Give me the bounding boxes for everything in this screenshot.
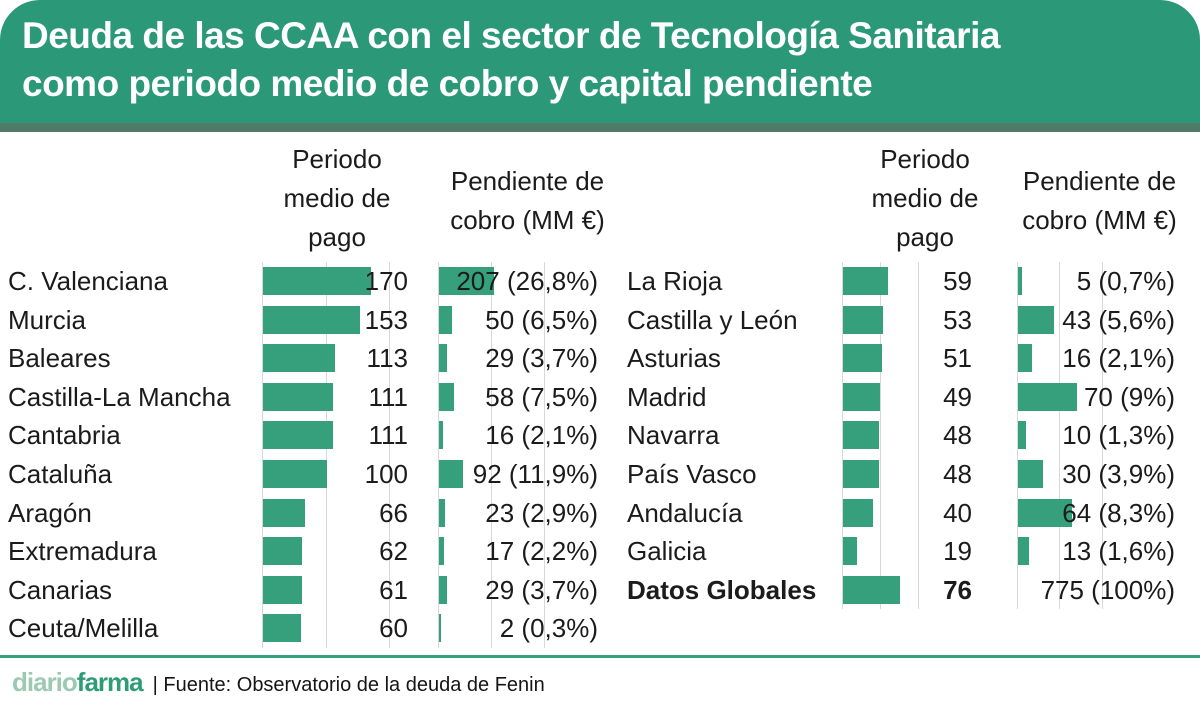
pmp-value: 62 [379, 536, 408, 567]
pmp-bar-cell [842, 262, 974, 301]
source-text: | Fuente: Observatorio de la deuda de Fenin [152, 674, 545, 696]
pmp-bar [843, 499, 873, 527]
pmp-bar-cell [262, 609, 410, 648]
pendiente-value: 43 (5,6%) [1062, 304, 1175, 335]
pmp-bar [263, 460, 327, 488]
pmp-bar-cell [262, 494, 410, 533]
pendiente-bar [1018, 537, 1029, 565]
pmp-value: 76 [943, 574, 972, 605]
region-label: Extremadura [8, 536, 157, 567]
pmp-value: 40 [943, 497, 972, 528]
pendiente-bar [439, 499, 445, 527]
pmp-bar [843, 267, 888, 295]
column-header-pmp-right: Periodo medio de pago [871, 144, 979, 252]
pmp-bar-cell [842, 378, 974, 417]
pmp-bar-cell [842, 301, 974, 340]
region-label: Aragón [8, 497, 92, 528]
pendiente-value: 16 (2,1%) [485, 420, 598, 451]
region-label-column [8, 262, 260, 648]
pendiente-value: 92 (11,9%) [472, 458, 598, 489]
pendiente-bar-cell [1017, 494, 1177, 533]
pendiente-bar [439, 614, 441, 642]
region-label: Ceuta/Melilla [8, 613, 159, 644]
pmp-value: 61 [379, 574, 408, 605]
pmp-bar [843, 383, 880, 411]
pendiente-bar-cell [438, 262, 600, 301]
pmp-value: 53 [943, 304, 972, 335]
pmp-bar-cell [262, 262, 410, 301]
region-label: Cataluña [8, 458, 113, 489]
pmp-bar-cell [262, 455, 410, 494]
pmp-value: 111 [368, 420, 408, 451]
pmp-bar-column [842, 262, 974, 609]
pmp-bar-cell [842, 455, 974, 494]
pendiente-bar [439, 383, 454, 411]
region-label: Galicia [627, 536, 707, 567]
pmp-value: 49 [943, 381, 972, 412]
pmp-bar [843, 576, 900, 604]
pendiente-value: 16 (2,1%) [1062, 343, 1175, 374]
pmp-bar-column [262, 262, 410, 648]
pmp-value: 19 [943, 536, 972, 567]
pendiente-bar [439, 460, 463, 488]
region-label: Madrid [627, 381, 707, 412]
pmp-value: 113 [366, 343, 408, 374]
pendiente-value: 70 (9%) [1083, 381, 1175, 412]
pmp-bar [263, 576, 302, 604]
pendiente-bar-cell [1017, 416, 1177, 455]
pendiente-bar-column [1017, 262, 1177, 609]
logo-diario: diario [12, 667, 77, 697]
pmp-value: 60 [379, 613, 408, 644]
pendiente-bar-cell [1017, 262, 1177, 301]
pmp-value: 170 [364, 266, 408, 296]
pmp-bar-cell [842, 494, 974, 533]
pendiente-bar-cell [438, 378, 600, 417]
pmp-bar [263, 306, 360, 334]
pmp-bar [263, 421, 333, 449]
pendiente-bar [439, 576, 447, 604]
pendiente-bar-cell [1017, 378, 1177, 417]
pendiente-bar-cell [1017, 301, 1177, 340]
pendiente-bar-cell [438, 455, 600, 494]
banner-bottom-stripe [0, 123, 1200, 132]
region-label: País Vasco [627, 458, 757, 489]
pendiente-bar [1018, 460, 1043, 488]
pendiente-bar-cell [438, 301, 600, 340]
diariofarma-logo [12, 667, 143, 698]
pmp-bar [263, 267, 371, 295]
pendiente-bar-column [438, 262, 600, 648]
region-label: Murcia [8, 304, 87, 335]
pendiente-value: 30 (3,9%) [1062, 458, 1175, 489]
pmp-bar [843, 344, 882, 372]
region-label: Asturias [627, 343, 721, 374]
pmp-value: 111 [368, 381, 408, 412]
pendiente-bar [1018, 344, 1032, 372]
region-label: Canarias [8, 574, 113, 605]
pmp-bar [263, 344, 335, 372]
title-line-2: como periodo medio de cobro y capital pendiente [22, 63, 873, 104]
pendiente-value: 64 (8,3%) [1062, 497, 1175, 528]
pendiente-bar-cell [438, 339, 600, 378]
title-line-1: Deuda de las CCAA con el sector de Tecnología Sanitaria [22, 15, 1000, 56]
pmp-bar-cell [842, 416, 974, 455]
region-label: La Rioja [627, 266, 723, 296]
region-label: C. Valenciana [8, 266, 168, 296]
region-label-column [627, 262, 840, 609]
pmp-bar-cell [262, 301, 410, 340]
column-header-pmp-left: Periodo medio de pago [283, 144, 391, 252]
region-label: Cantabria [8, 420, 121, 451]
pendiente-bar [1018, 306, 1054, 334]
pendiente-bar-cell [438, 609, 600, 648]
pmp-bar-cell [842, 571, 974, 610]
pmp-value: 153 [364, 304, 408, 335]
pmp-bar-cell [262, 571, 410, 610]
pendiente-bar-cell [438, 532, 600, 571]
pmp-bar [263, 537, 302, 565]
pendiente-bar-cell [438, 494, 600, 533]
pendiente-value: 50 (6,5%) [485, 304, 598, 335]
pendiente-value: 29 (3,7%) [485, 343, 598, 374]
pmp-value: 100 [364, 458, 408, 489]
column-header-pendiente-right: Pendiente de cobro (MM €) [1022, 166, 1177, 235]
pendiente-bar [1018, 267, 1022, 295]
region-label: Baleares [8, 343, 111, 374]
pendiente-bar [439, 344, 447, 372]
pmp-bar-cell [262, 339, 410, 378]
pmp-bar [263, 614, 301, 642]
chart-area [0, 132, 1200, 648]
pmp-bar [263, 499, 305, 527]
pmp-bar [843, 306, 883, 334]
pendiente-value: 23 (2,9%) [485, 497, 598, 528]
logo-farma: farma [76, 667, 143, 697]
pendiente-value: 775 (100%) [1040, 574, 1175, 605]
pmp-value: 51 [943, 343, 972, 374]
title-banner [0, 0, 1200, 123]
pendiente-bar-cell [1017, 455, 1177, 494]
pendiente-bar-cell [1017, 571, 1177, 610]
pmp-bar-cell [842, 339, 974, 378]
pmp-value: 59 [943, 266, 972, 296]
pendiente-bar [439, 306, 452, 334]
footer [0, 658, 1200, 698]
pmp-value: 48 [943, 458, 972, 489]
pmp-bar [843, 460, 879, 488]
pendiente-bar [1018, 383, 1077, 411]
pendiente-bar-cell [438, 416, 600, 455]
region-label: Navarra [627, 420, 720, 451]
pendiente-bar [439, 421, 443, 449]
pendiente-bar [439, 537, 444, 565]
pmp-bar-cell [262, 416, 410, 455]
pendiente-bar-cell [1017, 532, 1177, 571]
pmp-bar-cell [842, 532, 974, 571]
pmp-bar [843, 421, 879, 449]
pendiente-value: 29 (3,7%) [485, 574, 598, 605]
pendiente-value: 17 (2,2%) [485, 536, 598, 567]
region-label: Castilla y León [627, 304, 798, 335]
region-label: Datos Globales [627, 574, 817, 605]
pendiente-bar-cell [438, 571, 600, 610]
pendiente-value: 5 (0,7%) [1076, 266, 1175, 296]
pmp-bar [843, 537, 857, 565]
pendiente-bar-cell [1017, 339, 1177, 378]
pendiente-value: 2 (0,3%) [499, 613, 598, 644]
pendiente-value: 58 (7,5%) [485, 381, 598, 412]
pmp-bar [263, 383, 333, 411]
column-header-pendiente-left: Pendiente de cobro (MM €) [450, 166, 605, 235]
pendiente-value: 13 (1,6%) [1062, 536, 1175, 567]
region-label: Andalucía [627, 497, 743, 528]
pmp-value: 66 [379, 497, 408, 528]
pmp-bar-cell [262, 532, 410, 571]
pmp-bar-cell [262, 378, 410, 417]
pendiente-value: 207 (26,8%) [456, 266, 598, 296]
pmp-value: 48 [943, 420, 972, 451]
region-label: Castilla-La Mancha [8, 381, 231, 412]
pendiente-value: 10 (1,3%) [1062, 420, 1175, 451]
pendiente-bar [1018, 421, 1026, 449]
